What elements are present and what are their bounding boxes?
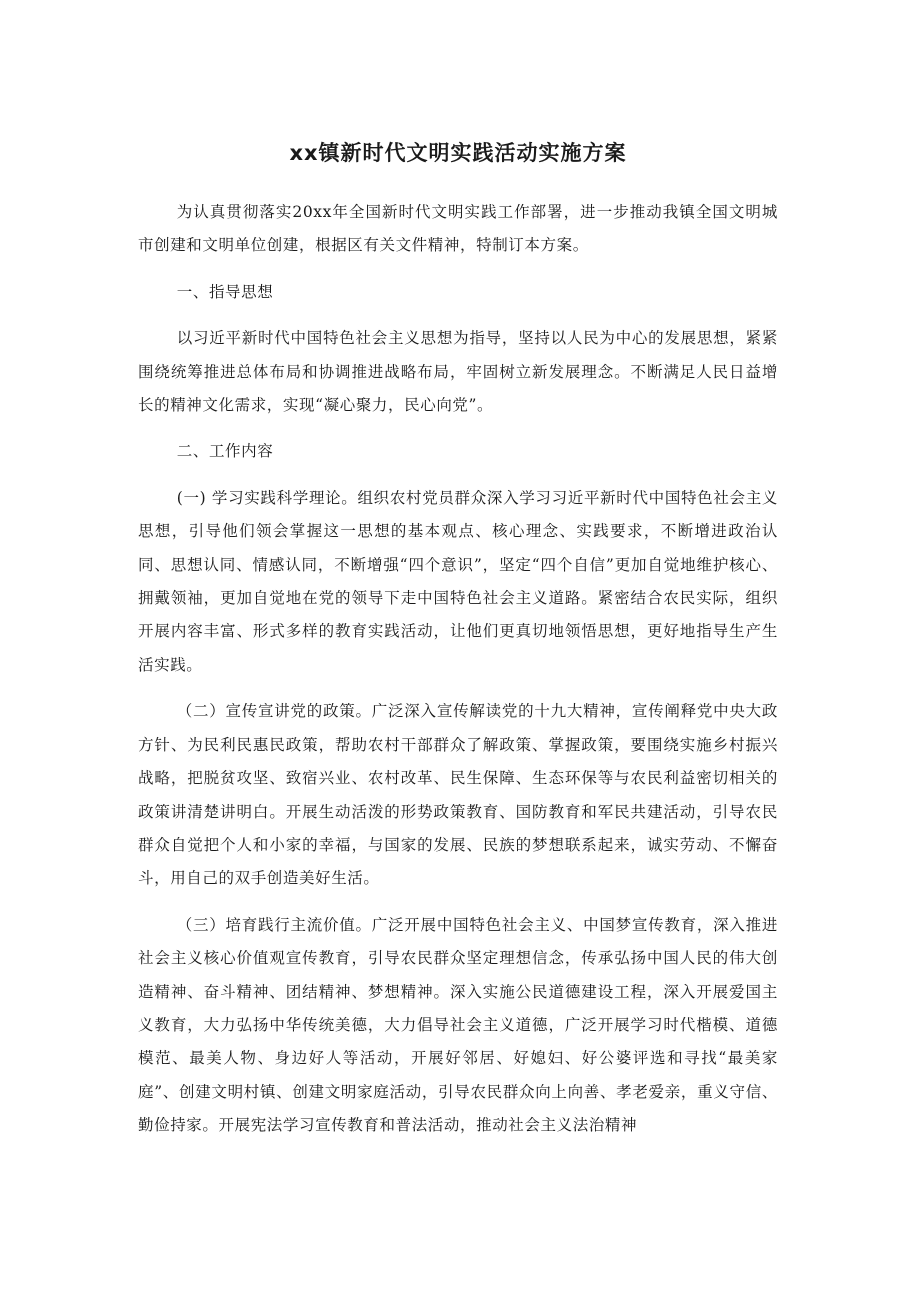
work-item-1-paragraph: (一) 学习实践科学理论。组织农村党员群众深入学习习近平新时代中国特色社会主义思想，引导他们领会掌握这一思想的基本观点、核心理念、实践要求，不断增进政治认同、思想认同、情感认同，不断增强“四个意识”，坚定“四个自信”更加自觉地维护核心、拥戴领袖，更加自觉地在党的领导下走中国特色社会主义道路。紧密结合农民实际，组织开展内容丰富、形式多样的教育实践活动，让他们更真切地领悟思想，更好地指导生产生活实践。 xyxy=(138,488,778,674)
document-title: xx镇新时代文明实践活动实施方案 xyxy=(289,141,627,165)
section-heading-guiding-ideology: 一、指导思想 xyxy=(176,282,274,301)
section-heading-work-content: 二、工作内容 xyxy=(176,442,274,461)
intro-paragraph: 为认真贯彻落实20xx年全国新时代文明实践工作部署，进一步推动我镇全国文明城市创建和文明单位创建，根据区有关文件精神，特制订本方案。 xyxy=(138,203,778,255)
guiding-ideology-paragraph: 以习近平新时代中国特色社会主义思想为指导，坚持以人民为中心的发展思想，紧紧围绕统筹推进总体布局和协调推进战略布局，牢固树立新发展理念。不断满足人民日益增长的精神文化需求，实现“凝心聚力，民心向党”。 xyxy=(138,329,778,415)
document-page xyxy=(138,128,778,1143)
work-item-3-paragraph: （三）培育践行主流价值。广泛开展中国特色社会主义、中国梦宣传教育，深入推进社会主义核心价值观宣传教育，引导农民群众坚定理想信念，传承弘扬中国人民的伟大创造精神、奋斗精神、团结精神、梦想精神。深入实施公民道德建设工程，深入开展爱国主义教育，大力弘扬中华传统美德，大力倡导社会主义道德，广泛开展学习时代楷模、道德模范、最美人物、身边好人等活动，开展好邻居、好媳妇、好公婆评选和寻找“最美家庭”、创建文明村镇、创建文明家庭活动，引导农民群众向上向善、孝老爱亲，重义守信、勤俭持家。开展宪法学习宣传教育和普法活动，推动社会主义法治精神 xyxy=(138,915,778,1135)
work-item-2-paragraph: （二）宣传宣讲党的政策。广泛深入宣传解读党的十九大精神，宣传阐释党中央大政方针、为民利民惠民政策，帮助农村干部群众了解政策、掌握政策，要围绕实施乡村振兴战略，把脱贫攻坚、致宿兴业、农村改革、民生保障、生态环保等与农民利益密切相关的政策讲清楚讲明白。开展生动活泼的形势政策教育、国防教育和军民共建活动，引导农民群众自觉把个人和小家的幸福，与国家的发展、民族的梦想联系起来，诚实劳动、不懈奋斗，用自己的双手创造美好生活。 xyxy=(138,702,778,888)
